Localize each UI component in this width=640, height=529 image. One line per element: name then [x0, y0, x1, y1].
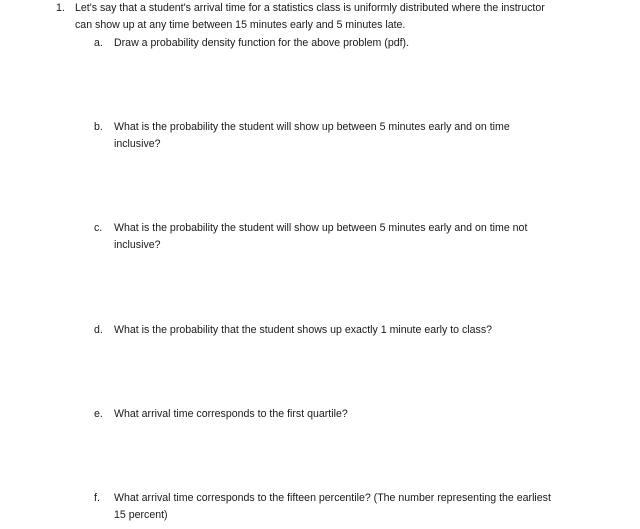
part-text: [114, 490, 594, 524]
part-letter: a.: [94, 37, 103, 49]
part-text-line: What arrival time corresponds to the fifteen percentile? (The number representing the earliest: [114, 492, 551, 504]
part-letter: e.: [94, 408, 103, 420]
question-text: [75, 0, 615, 34]
question-text-line: can show up at any time between 15 minutes early and 5 minutes late.: [75, 19, 406, 31]
question-text-line: Let's say that a student's arrival time for a statistics class is uniformly distributed where the instructor: [75, 2, 545, 14]
part-letter: f.: [94, 492, 100, 504]
part-letter: b.: [94, 121, 103, 133]
part-text: [114, 35, 594, 52]
part-text: [114, 119, 594, 153]
part-text: [114, 406, 594, 423]
part-text: [114, 322, 594, 339]
part-text-line: What is the probability that the student shows up exactly 1 minute early to class?: [114, 324, 493, 336]
part-text-line: What is the probability the student will show up between 5 minutes early and on time: [114, 121, 510, 133]
question-number: 1.: [56, 2, 65, 14]
part-text-line: inclusive?: [114, 239, 161, 251]
part-letter: d.: [94, 324, 103, 336]
part-text-line: What arrival time corresponds to the first quartile?: [114, 408, 348, 420]
part-text-line: What is the probability the student will show up between 5 minutes early and on time not: [114, 222, 528, 234]
part-text-line: Draw a probability density function for the above problem (pdf).: [114, 37, 410, 49]
part-text-line: 15 percent): [114, 509, 168, 521]
part-letter: c.: [94, 222, 103, 234]
part-text: [114, 220, 594, 254]
part-text-line: inclusive?: [114, 138, 161, 150]
